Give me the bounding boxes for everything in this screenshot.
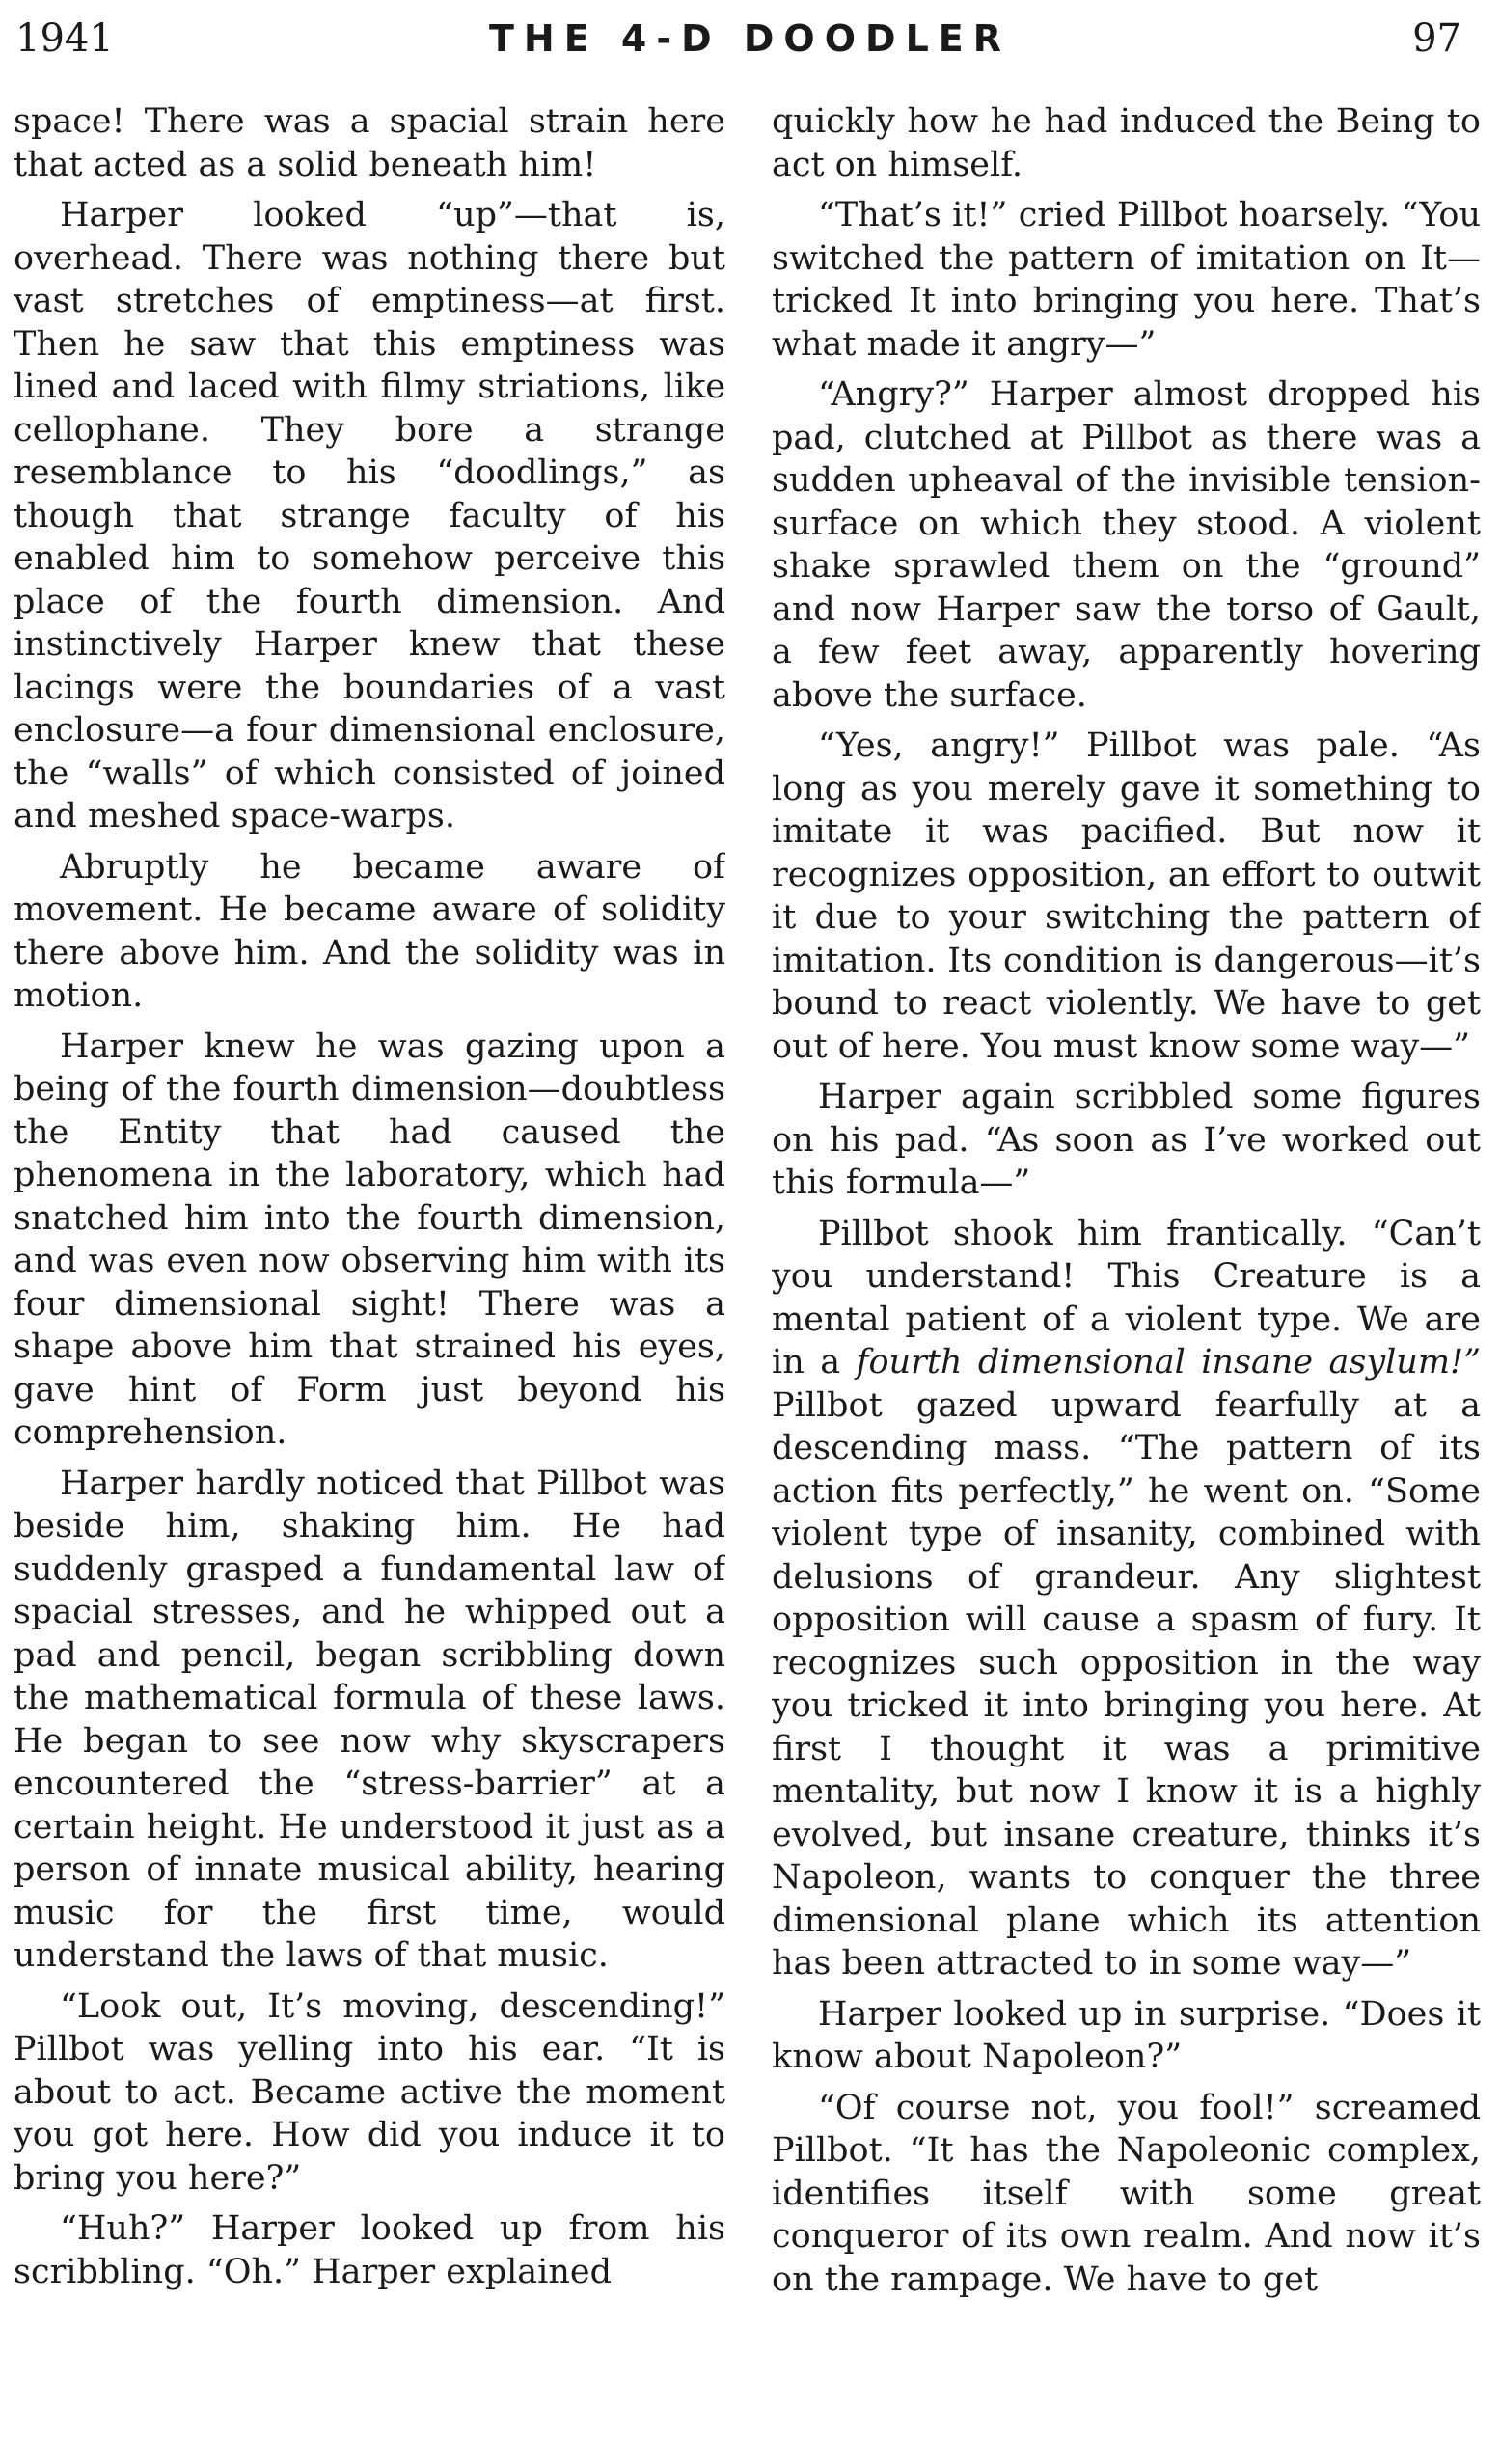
paragraph: “Of course not, you fool!” screamed Pillbot. “It has the Napoleonic complex, identifies itself with some great conqueror of its own realm. And now it’s on the rampage. We have to get: [772, 2088, 1481, 2299]
paragraph: space! There was a spacial strain here that acted as a solid beneath him!: [14, 102, 725, 184]
paragraph: Harper hardly noticed that Pillbot was beside him, shaking him. He had suddenly grasped a fundamental law of spacial stresses, and he whipped out a pad and pencil, began scribbling down the mathematical formula of these laws. He began to see now why skyscrapers encountered the “stress-barrier” at a certain height. He understood it just as a person of innate musical ability, hearing music for the first time, would understand the laws of that music.: [14, 1464, 725, 1975]
paragraph: quickly how he had induced the Being to act on himself.: [772, 102, 1481, 184]
paragraph: Harper knew he was gazing upon a being of the fourth dimension—doubtless the Entity that had caused the phenomena in the laboratory, which had snatched him into the fourth dimension, and was even now observing him with its four dimensional sight! There was a shape above him that strained his eyes, gave hint of Form just beyond his comprehension.: [14, 1027, 725, 1452]
paragraph: Harper looked “up”—that is, overhead. There was nothing there but vast stretches of emptiness—at first. Then he saw that this emptiness was lined and laced with filmy striations, like cellophane. They bore a strange resemblance to his “doodlings,” as though that strange faculty of his enabled him to somehow perceive this place of the fourth dimension. And instinctively Harper knew that these lacings were the boundaries of a vast enclosure—a four dimensional enclosure, the “walls” of which consisted of joined and meshed space-warps.: [14, 196, 725, 835]
running-header: [0, 10, 1500, 68]
italic-text: fourth dimensional insane asylum!”: [856, 1343, 1481, 1382]
header-year: 1941: [15, 16, 114, 61]
page-number: 97: [1412, 16, 1461, 61]
paragraph-text: Pillbot gazed upward fearfully at a descending mass. “The pattern of its action fits perfectly,” he went on. “Some violent type of insanity, combined with delusions of grandeur. Any slightest opposition will cause a spasm of fury. It recognizes such opposition in the way you tricked it into bringing you here. At first I thought it was a primitive mentality, but now I know it is a highly evolved, but insane creature, thinks it’s Napoleon, wants to conquer the three dimensional plane which its attention has been attracted to in some way—”: [772, 1385, 1481, 1983]
paragraph: Harper looked up in surprise. “Does it know about Napoleon?”: [772, 1994, 1481, 2076]
paragraph: “That’s it!” cried Pillbot hoarsely. “You switched the pattern of imitation on It—tricked It into bringing you here. That’s what made it angry—”: [772, 196, 1481, 364]
header-title: THE 4-D DOODLER: [488, 17, 1012, 60]
paragraph: “Angry?” Harper almost dropped his pad, clutched at Pillbot as there was a sudden upheaval of the invisible tension-surface on which they stood. A violent shake sprawled them on the “ground” and now Harper saw the torso of Gault, a few feet away, apparently hovering above the surface.: [772, 375, 1481, 715]
paragraph: “Yes, angry!” Pillbot was pale. “As long as you merely gave it something to imitate it was pacified. But now it recognizes opposition, an effort to outwit it due to your switching the pattern of imitation. Its condition is dangerous—it’s bound to react violently. We have to get out of here. You must know some way—”: [772, 726, 1481, 1066]
paragraph: “Look out, It’s moving, descending!” Pillbot was yelling into his ear. “It is about to act. Became active the moment you got here. How did you induce it to bring you here?”: [14, 1986, 725, 2198]
right-column: [772, 100, 1481, 2454]
paragraph: “Huh?” Harper looked up from his scribbling. “Oh.” Harper explained: [14, 2209, 725, 2291]
left-column: [14, 100, 725, 2454]
paragraph: Abruptly he became aware of movement. He became aware of solidity there above him. And the solidity was in motion.: [14, 847, 725, 1015]
paragraph: [772, 1213, 1481, 1985]
paragraph-text: Pillbot shook him frantically. “Can’t you understand! This Creature is a mental patient of a violent type. We are in a: [772, 1214, 1481, 1382]
paragraph: Harper again scribbled some figures on his pad. “As soon as I’ve worked out this formula—”: [772, 1078, 1481, 1202]
